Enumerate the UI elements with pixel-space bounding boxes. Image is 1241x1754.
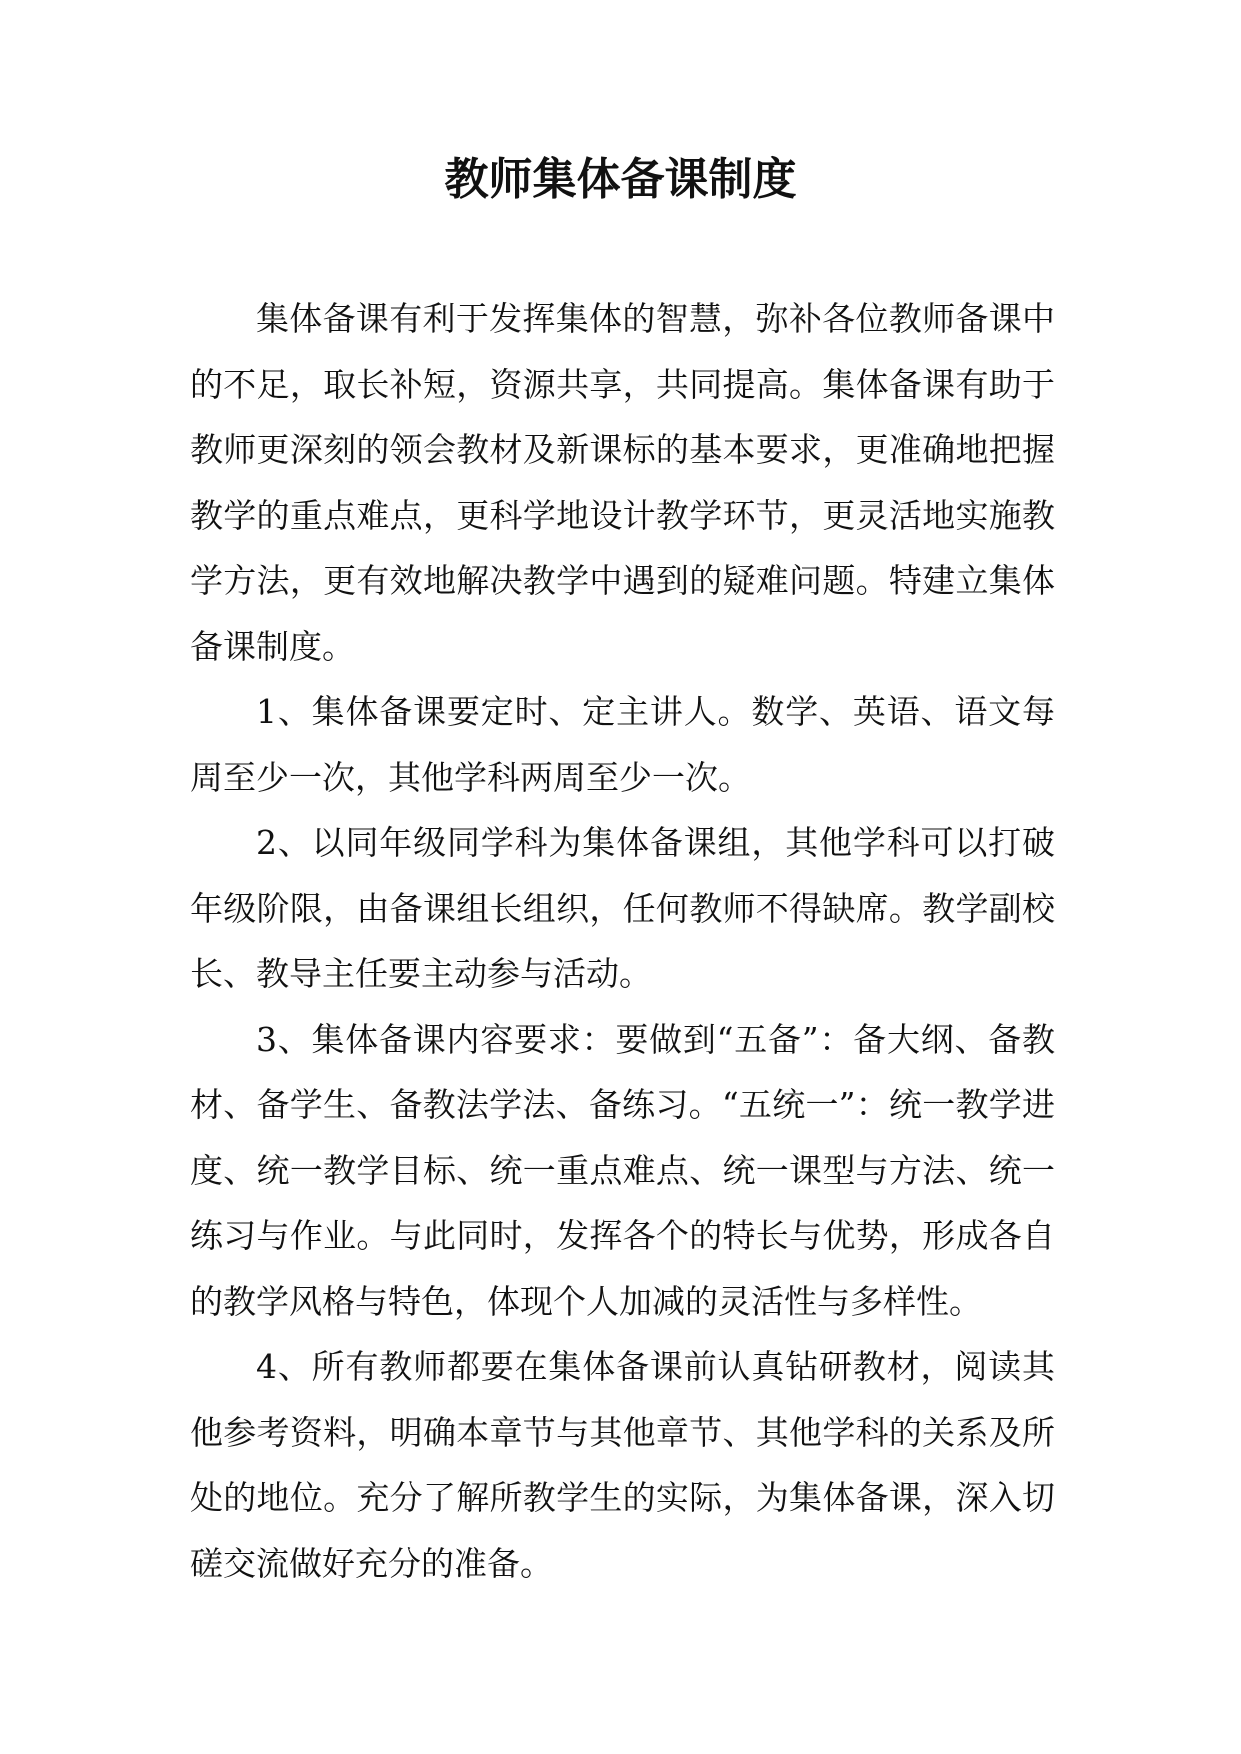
paragraph-rule-2: 2、以同年级同学科为集体备课组，其他学科可以打破年级阶限，由备课组长组织，任何教师不得缺席。教学副校长、教导主任要主动参与活动。 (190, 823, 1055, 993)
paragraph-intro: 集体备课有利于发挥集体的智慧，弥补各位教师备课中的不足，取长补短，资源共享，共同提高。集体备课有助于教师更深刻的领会教材及新课标的基本要求，更准确地把握教学的重点难点，更科学地设计教学环节，更灵活地实施教学方法，更有效地解决教学中遇到的疑难问题。特建立集体备课制度。 (190, 299, 1055, 666)
document-title: 教师集体备课制度 (444, 154, 797, 205)
paragraph-rule-1: 1、集体备课要定时、定主讲人。数学、英语、语文每周至少一次，其他学科两周至少一次。 (190, 692, 1055, 797)
paragraph-rule-3: 3、集体备课内容要求：要做到“五备”：备大纲、备教材、备学生、备教法学法、备练习。“五统一”：统一教学进度、统一教学目标、统一重点难点、统一课型与方法、统一练习与作业。与此同时，发挥各个的特长与优势，形成各自的教学风格与特色，体现个人加减的灵活性与多样性。 (190, 1019, 1055, 1321)
document-body (190, 286, 1055, 1596)
paragraph-rule-4: 4、所有教师都要在集体备课前认真钻研教材，阅读其他参考资料，明确本章节与其他章节、其他学科的关系及所处的地位。充分了解所教学生的实际，为集体备课，深入切磋交流做好充分的准备。 (190, 1347, 1055, 1583)
